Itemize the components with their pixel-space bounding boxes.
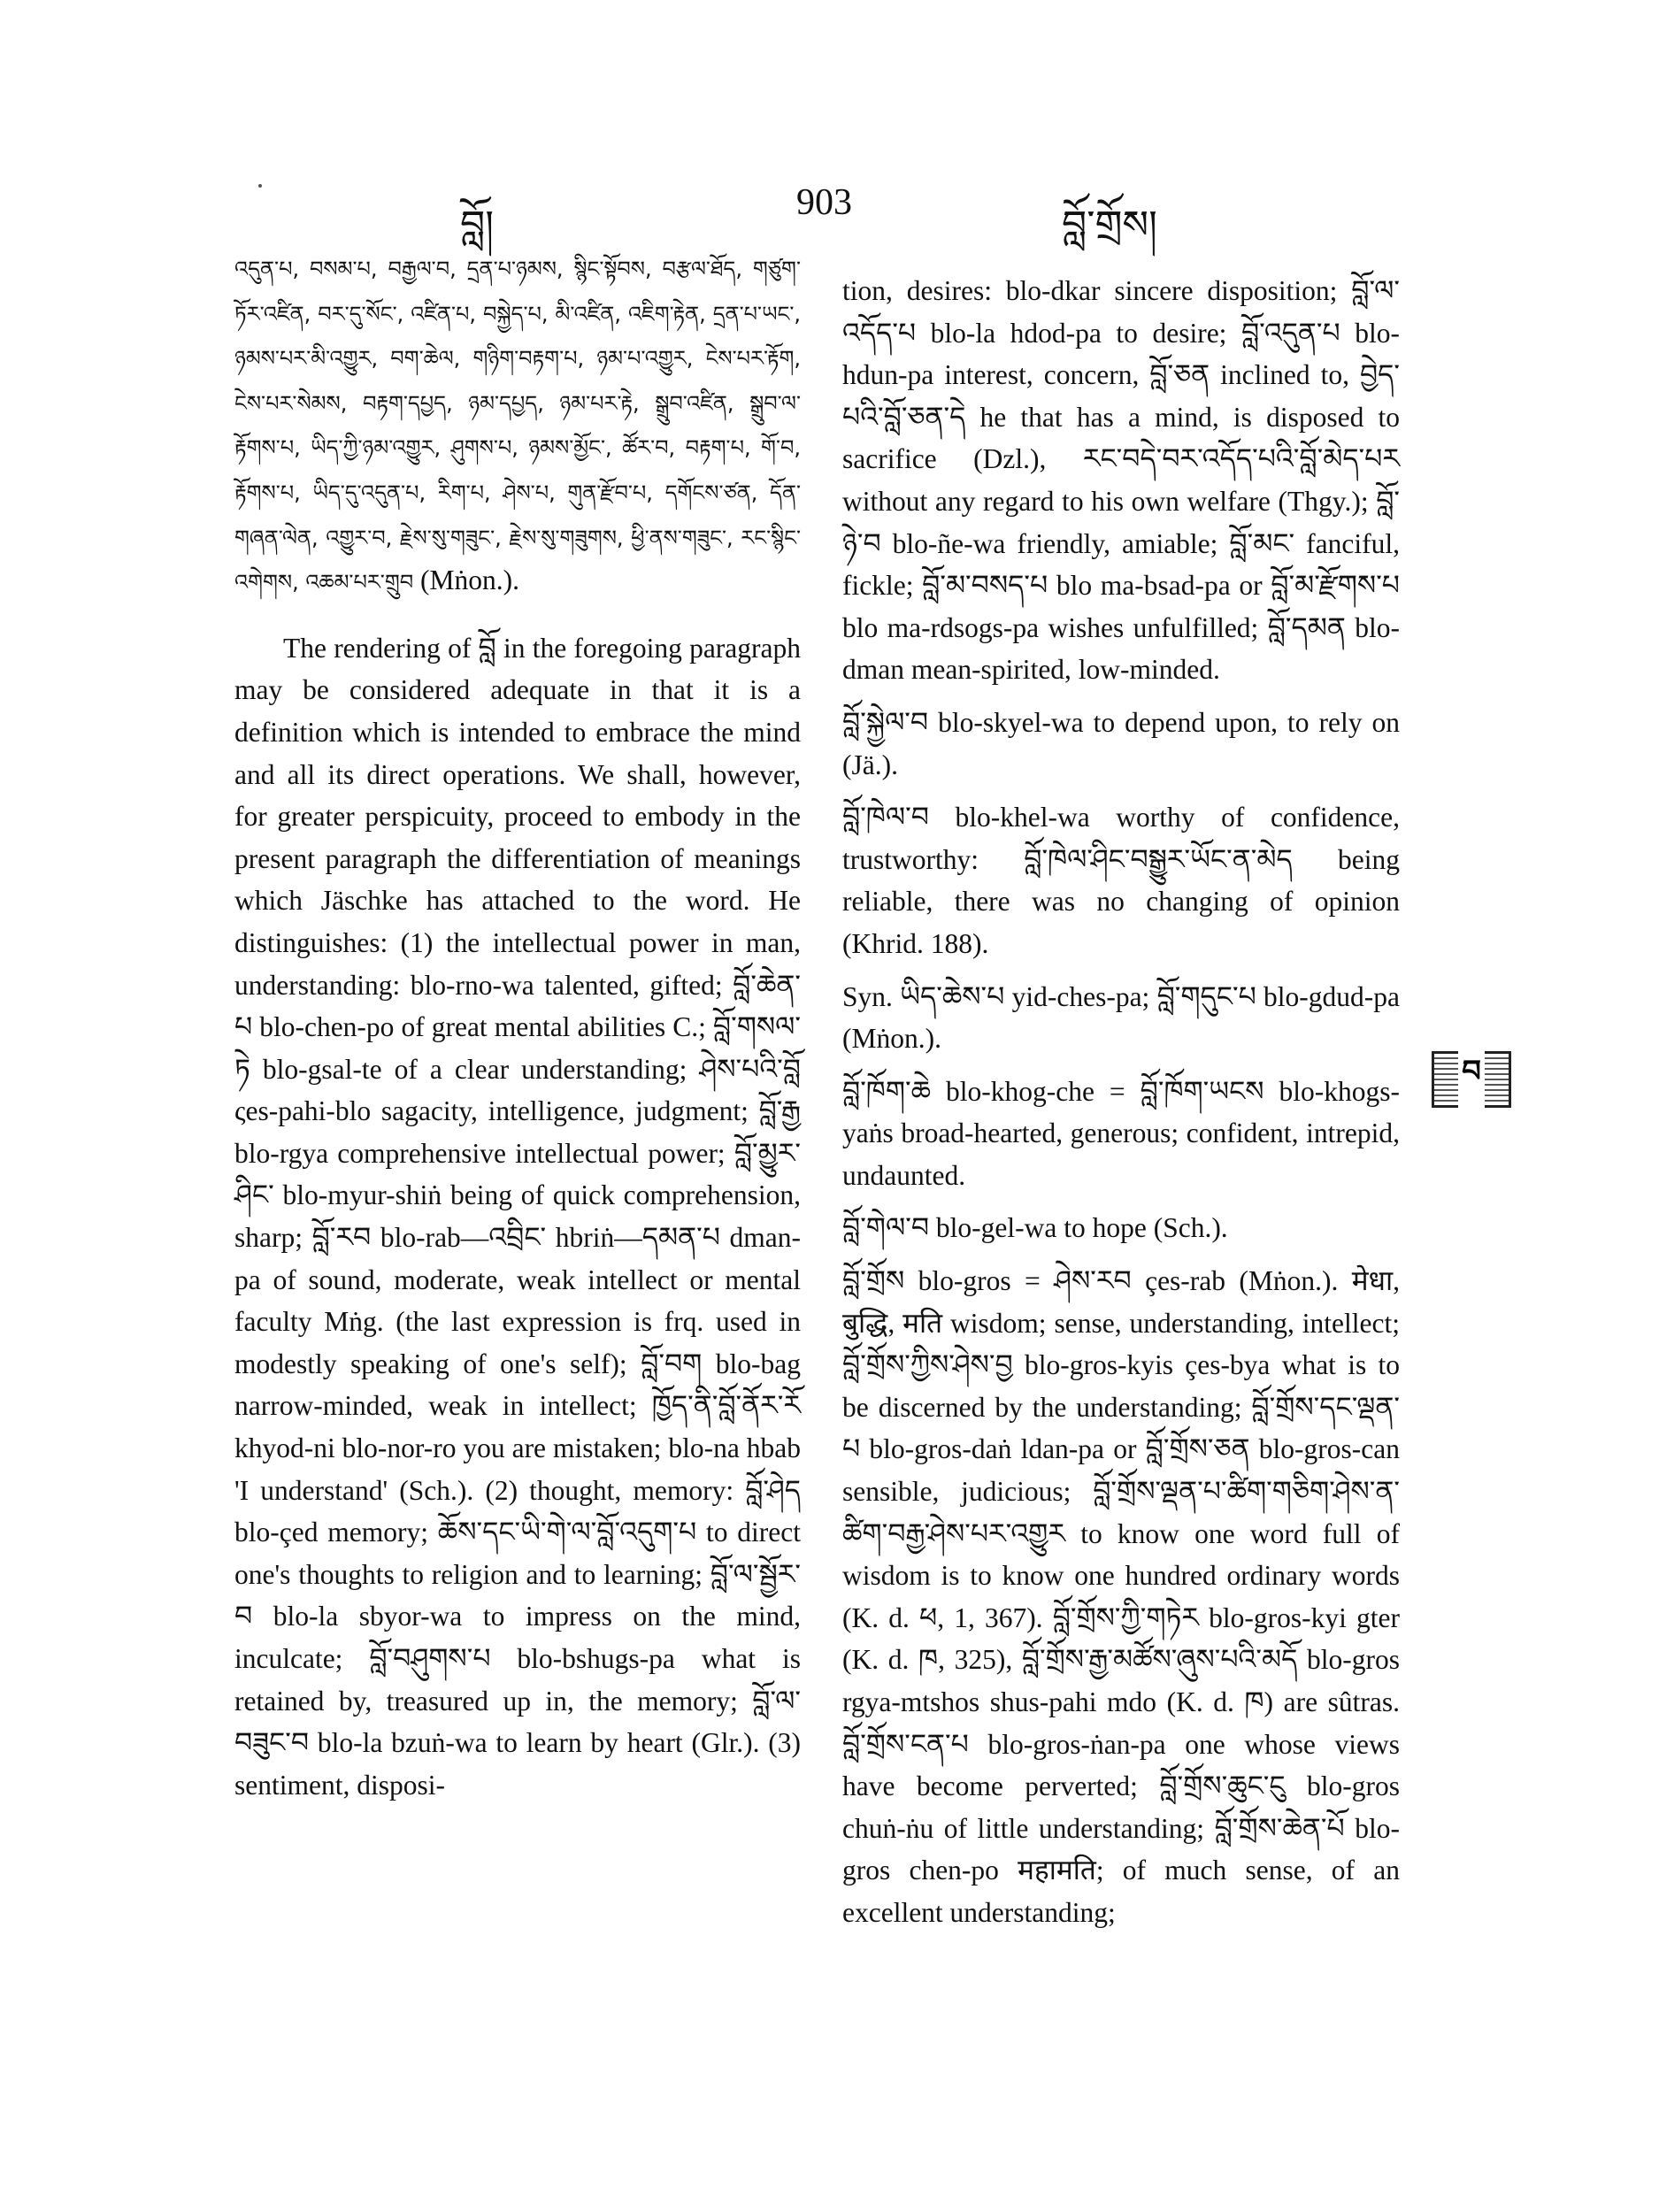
entry-paragraph: tion, desires: blo-dkar sincere disposition; བློ་ལ་འདོད་པ blo-la hdod-pa to desire; བློ་འདུན་པ blo-hdun-pa interest, concern, བློ་ཅན inclined to, བྱེད་པའི་བློ་ཅན་དེ he that has a mind, is disposed to sacrifice (Dzl.), རང་བདེ་བར་འདོད་པའི་བློ་མེད་པར without any regard to his own welfare (Thgy.); བློ་ཉེ་བ blo-ñe-wa friendly, amiable; བློ་མང་ fanciful, fickle; བློ་མ་བསད་པ blo ma-bsad-pa or བློ་མ་རྫོགས་པ blo ma-rdsogs-pa wishes unfulfilled; བློ་དམན blo-dman mean-spirited, low-minded. (842, 275, 1400, 686)
tibetan-synonyms-source: (Mṅon.). (420, 565, 519, 596)
entry-paragraph: བློ་ཁེལ་བ blo-khel-wa worthy of confidence, trustworthy: བློ་ཁེལ་ཤིང་བསྒྱུར་ཡོང་ན་མེད being reliable, there was no changing of opinion (Khrid. 188). (842, 802, 1400, 959)
entry-paragraph: Syn. ཡིད་ཆེས་པ yid-ches-pa; བློ་གདུང་པ blo-gdud-pa (Mṅon.). (842, 980, 1400, 1055)
thumb-index-tab (1432, 1051, 1511, 1108)
entry-paragraph: བློ་གྲོས blo-gros = ཤེས་རབ çes-rab (Mṅon.). मेधा, बुद्धि, मति wisdom; sense, understanding, intellect; བློ་གྲོས་ཀྱིས་ཤེས་བྱ blo-gros-kyis çes-bya what is to be discerned by the understanding; བློ་གྲོས་དང་ལྡན་པ blo-gros-daṅ ldan-pa or བློ་གྲོས་ཅན blo-gros-can sensible, judicious; བློ་གྲོས་ལྡན་པ་ཚིག་གཅིག་ཤེས་ན་ཚིག་བརྒྱ་ཤེས་པར་འགྱུར to know one word full of wisdom is to know one hundred ordinary words (K. d. ཕ, 1, 367). བློ་གྲོས་ཀྱི་གཏེར blo-gros-kyi gter (K. d. ཁ, 325), བློ་གྲོས་རྒྱ་མཚོས་ཞུས་པའི་མདོ blo-gros rgya-mtshos shus-pahi mdo (K. d. ཁ) are sûtras. བློ་གྲོས་ངན་པ blo-gros-ṅan-pa one whose views have become perverted; བློ་གྲོས་ཆུང་ངུ blo-gros chuṅ-ṅu of little understanding; བློ་གྲོས་ཆེན་པོ blo-gros chen-po महामति; of much sense, of an excellent understanding; (842, 1265, 1400, 1928)
page-number: 903 (796, 182, 852, 223)
header-right-term: བློ་གྲོས། (1062, 203, 1157, 248)
entry-paragraph: བློ་གེལ་བ blo-gel-wa to hope (Sch.). (842, 1212, 1228, 1244)
header-left-term: བློ། (460, 203, 494, 248)
tibetan-synonyms: འདུན་པ, བསམ་པ, བརྒྱལ་བ, དྲན་པ་ཉམས, སྙིང་སྟོབས, བརྩལ་ཐོད, གཙུག་ཏོར་འཛིན, བར་དུ་སོང་, འཛིན་པ, བསྐྱེད་པ, མི་འཛིན, འཇིག་རྟེན, དྲན་པ་ཡང་, ཉམས་པར་མི་འགྱུར, བག་ཆེལ, གཉིག་བརྟག་པ, ཉམ་པ་འགྱུར, ངེས་པར་རྟོག, ངེས་པར་སེམས, བརྟག་དཔྱད, ཉམ་དཔྱད, ཉམ་པར་རྟེ, སྒྲུབ་འཛིན, སྒྲུབ་ལ་རྟོགས་པ, ཡིད་ཀྱི་ཉམ་འགྱུར, ཤུགས་པ, ཉམས་མྱོང་, ཚོར་བ, བརྟག་པ, གོ་བ, རྟོགས་པ, ཡིད་དུ་འདུན་པ, རིག་པ, ཤེས་པ, གུན་རྫོབ་པ, དགོངས་ཙན, དོན་གཞན་ལེན, འགྱུར་བ, རྗེས་སུ་གཟུང་, རྗེས་སུ་གཟུགས, ཕྱི་ནས་གཟུང་, རང་སྙིང་འགེགས, འཆམ་པར་གྲུབ (234, 257, 801, 595)
left-column (234, 246, 801, 1806)
entry-paragraph: བློ་སྐྱེལ་བ blo-skyel-wa to depend upon, to rely on (Jä.). (842, 706, 1400, 780)
entry-paragraph: བློ་ཁོག་ཆེ blo-khog-che = བློ་ཁོག་ཡངས blo-khogs-yaṅs broad-hearted, generous; confident, intrepid, undaunted. (842, 1075, 1400, 1191)
thumb-index-letter: བ (1458, 1037, 1485, 1122)
page-header (0, 181, 1659, 248)
definition-paragraph: The rendering of བློ in the foregoing paragraph may be considered adequate in that it is a definition which is intended to embrace the mind and all its direct operations. We shall, however, for greater perspicuity, proceed to embody in the present paragraph the differentiation of meanings which Jäschke has attached to the word. He distinguishes: (1) the intellectual power in man, understanding: blo-rno-wa talented, gifted; བློ་ཆེན་པ blo-chen-po of great mental abilities C.; བློ་གསལ་ཏེ blo-gsal-te of a clear understanding; ཤེས་པའི་བློ ςes-pahi-blo sagacity, intelligence, judgment; བློ་རྒྱ blo-rgya comprehensive intellectual power; བློ་མྱུར་ཤིང་ blo-myur-shiṅ being of quick comprehension, sharp; བློ་རབ blo-rab—འབྲིང་ hbriṅ—དམན་པ dman-pa of sound, moderate, weak intellect or mental faculty Mṅg. (the last expression is frq. used in modestly speaking of one's self); བློ་བག blo-bag narrow-minded, weak in intellect; ཁྱོད་ནི་བློ་ནོར་རོ khyod-ni blo-nor-ro you are mistaken; blo-na hbab 'I understand' (Sch.). (2) thought, memory: བློ་ཤེད blo-çed memory; ཆོས་དང་ཡི་གེ་ལ་བློ་འདུག་པ to direct one's thoughts to religion and to learning; བློ་ལ་སྦྱོར་བ blo-la sbyor-wa to impress on the mind, inculcate; བློ་བཤུགས་པ blo-bshugs-pa what is retained by, treasured up in, the memory; བློ་ལ་བཟུང་བ blo-la bzuṅ-wa to learn by heart (Glr.). (3) sentiment, disposi- (234, 632, 801, 1801)
tibetan-synonym-block (234, 246, 801, 604)
right-column (842, 270, 1400, 1945)
